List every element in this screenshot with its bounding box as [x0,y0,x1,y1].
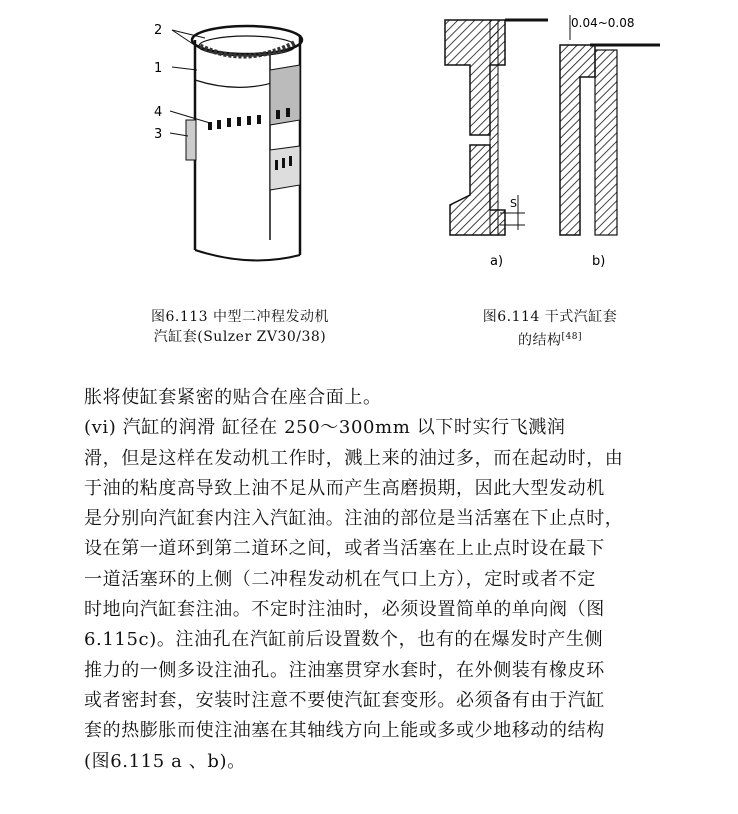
body-line: 滑，但是这样在发动机工作时，溅上来的油过多，而在起动时，由 [84,447,624,469]
body-line: 6.115c)。注油孔在汽缸前后设置数个，也有的在爆发时产生侧 [84,629,604,651]
body-line: 是分别向汽缸套内注入汽缸油。注油的部位是当活塞在下止点时， [84,508,624,530]
caption-114-line2: 的结构 [518,332,562,349]
body-line: 推力的一侧多设注油孔。注油塞贯穿水套时，在外侧装有橡皮环 [84,659,605,681]
cylinder-liner-figure [150,10,350,265]
callout-3: 3 [154,127,163,142]
sub-label-b: b) [592,254,606,269]
figure-113-caption: 图6.113 中型二冲程发动机 汽缸套(Sulzer ZV30/38) [150,309,330,345]
dry-liner-figure [430,5,670,275]
dimension-label: 0.04~0.08 [571,16,635,30]
callout-2: 2 [154,23,163,38]
body-line: 套的热膨胀而使注油塞在其轴线方向上能或多或少地移动的结构 [84,720,605,742]
body-line: 设在第一道环到第二道环之间，或者当活塞在上止点时设在最下 [84,538,605,560]
body-line: 一道活塞环的上侧（二冲程发动机在气口上方），定时或者不定 [84,568,596,590]
callout-1: 1 [154,61,163,76]
body-line: 时地向汽缸套注油。不定时注油时，必须设置简单的单向阀（图 [84,599,605,621]
sub-label-a: a) [490,254,504,269]
body-line: (图6.115 a 、b)。 [84,750,246,772]
clearance-label: S [510,197,517,210]
body-line: 于油的粘度高导致上油不足从而产生高磨损期，因此大型发动机 [84,477,605,499]
figure-114-caption: 图6.114 干式汽缸套 的结构[48] [482,309,618,349]
reference-mark: [48] [561,332,582,342]
body-text [84,383,674,777]
body-line: (vi) 汽缸的润滑 缸径在 250～300mm 以下时实行飞溅润 [84,417,566,439]
body-line: 胀将使缸套紧密的贴合在座合面上。 [84,387,382,408]
body-line: 或者密封套，安装时注意不要使汽缸套变形。必须备有由于汽缸 [84,689,605,711]
callout-4: 4 [154,105,163,120]
